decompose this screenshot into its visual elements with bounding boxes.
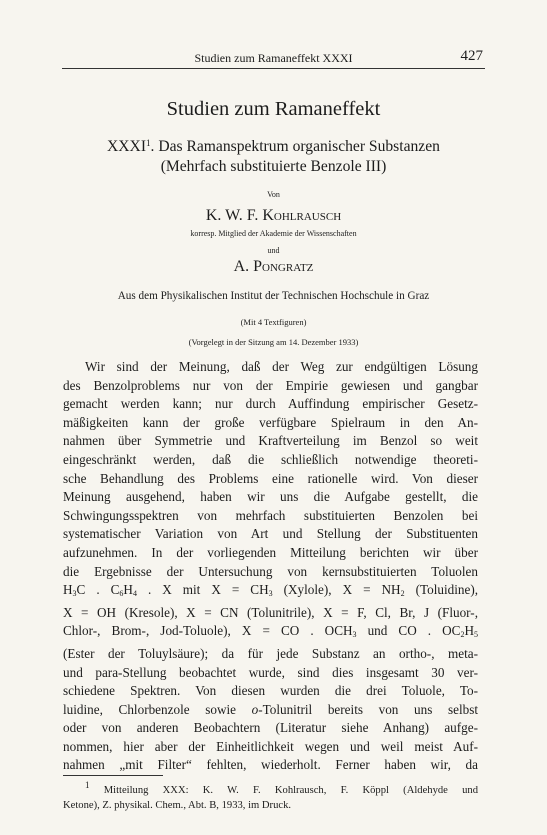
body-line: systematischer Variation von Art und Stellung der Substituenten [63,526,478,542]
body-line: aufzunehmen. In der vorliegenden Mitteilung berichten wir über [63,544,478,560]
body-line-formula: Chlor-, Brom-, Jod-Toluole), X = CO . $OCH_3$ und CO . $OC_2H_5$ [63,623,478,640]
by-label: Von [267,190,280,199]
body-line: nahmen „mit Filter“ fehlten, wiederholt. Ferner haben wir, da [63,757,478,773]
body-line: Meinung ausgehend, haben wir uns die Aufgabe gestellt, die [63,489,478,505]
body-line: Schwingungsspektren von mehrfach substituierten Benzolen bei [63,507,478,523]
body-line: nommen, hier aber der Einheitlichkeit wegen und weil meist Auf- [63,738,478,754]
body-line: nahmen über Symmetrie und Kraftverteilung im Benzol so weit [63,433,478,449]
article-subtitle [0,133,547,177]
footnote-divider [63,775,163,776]
footnote [63,778,478,813]
author-1-affiliation: korresp. Mitglied der Akademie der Wissenschaften [190,229,357,238]
figures-note: (Mit 4 Textfiguren) [240,317,307,327]
footnote-ref[interactable]: 1 [146,138,151,148]
page-number: 427 [460,48,483,64]
body-line: eingeschränkt werden, daß die schließlich notwendige theoreti- [63,451,478,467]
institute-line: Aus dem Physikalischen Institut der Technischen Hochschule in Graz [117,290,430,302]
author-1: K. W. F. Kohlrausch [205,207,342,224]
series-number: XXXI [107,138,147,155]
subtitle-text: . Das Ramanspektrum organischer Substanzen [150,138,440,155]
body-line: gemacht werden kann; nur durch Auffindung empirischer Gesetz- [63,396,478,412]
body-line-formula: $H_3C$ . $C_6H_4$ . X mit $X = CH_3$ (Xylole), $X = NH_2$ (Toluidine), [63,582,479,599]
footnote-line: $^1$ Mitteilung XXX: K. W. F. Kohlrausch, F. Köppl (Aldehyde und [85,780,478,796]
footnote-line: Ketone), Z. physikal. Chem., Abt. B, 1933, im Druck. [63,800,292,811]
body-line: die Ergebnisse der Untersuchung von kernsubstituierten Toluolen [63,563,478,579]
body-line: X = OH (Kresole), X = CN (Tolunitrile), X = F, Cl, Br, J (Fluor-, [63,604,478,620]
body-line: mäßigkeiten kann der große verfügbare Spielraum in den An- [63,414,478,430]
subtitle-line-2: (Mehrfach substituierte Benzole III) [160,158,387,175]
body-line: oder von anderen Beobachtern (Literatur siehe Anhang) aufge- [63,720,478,736]
body-line: und para-Stellung beobachtet wurde, sind dies insgesamt 30 ver- [63,664,478,680]
running-title: Studien zum Ramaneffekt XXXI [194,51,353,65]
subtitle-line-1 [0,133,547,157]
footnote-mark: 1 [85,780,90,790]
running-header [62,50,485,69]
body-line: sche Behandlung des Problems eine rationelle wird. Von dieser [63,470,478,486]
body-line: luidine, Chlorbenzole sowie o-Tolunitril bereits von uns selbst [63,701,479,717]
body-line: des Benzolproblems nur von der Empirie gewiesen und gangbar [63,377,478,393]
body-line: (Ester der Toluylsäure); da für jede Substanz an ortho-, meta- [63,645,478,661]
body-line: Wir sind der Meinung, daß der Weg zur endgültigen Lösung [85,359,478,374]
author-2: A. Pongratz [233,258,314,275]
body-paragraph [63,358,478,775]
presented-note: (Vorgelegt in der Sitzung am 14. Dezember 1933) [188,337,359,347]
article-title: Studien zum Ramaneffekt [166,98,381,120]
and-label: und [267,246,280,255]
body-line: schiedene Spektren. Von diesen wurden die drei Toluole, To- [63,683,478,699]
